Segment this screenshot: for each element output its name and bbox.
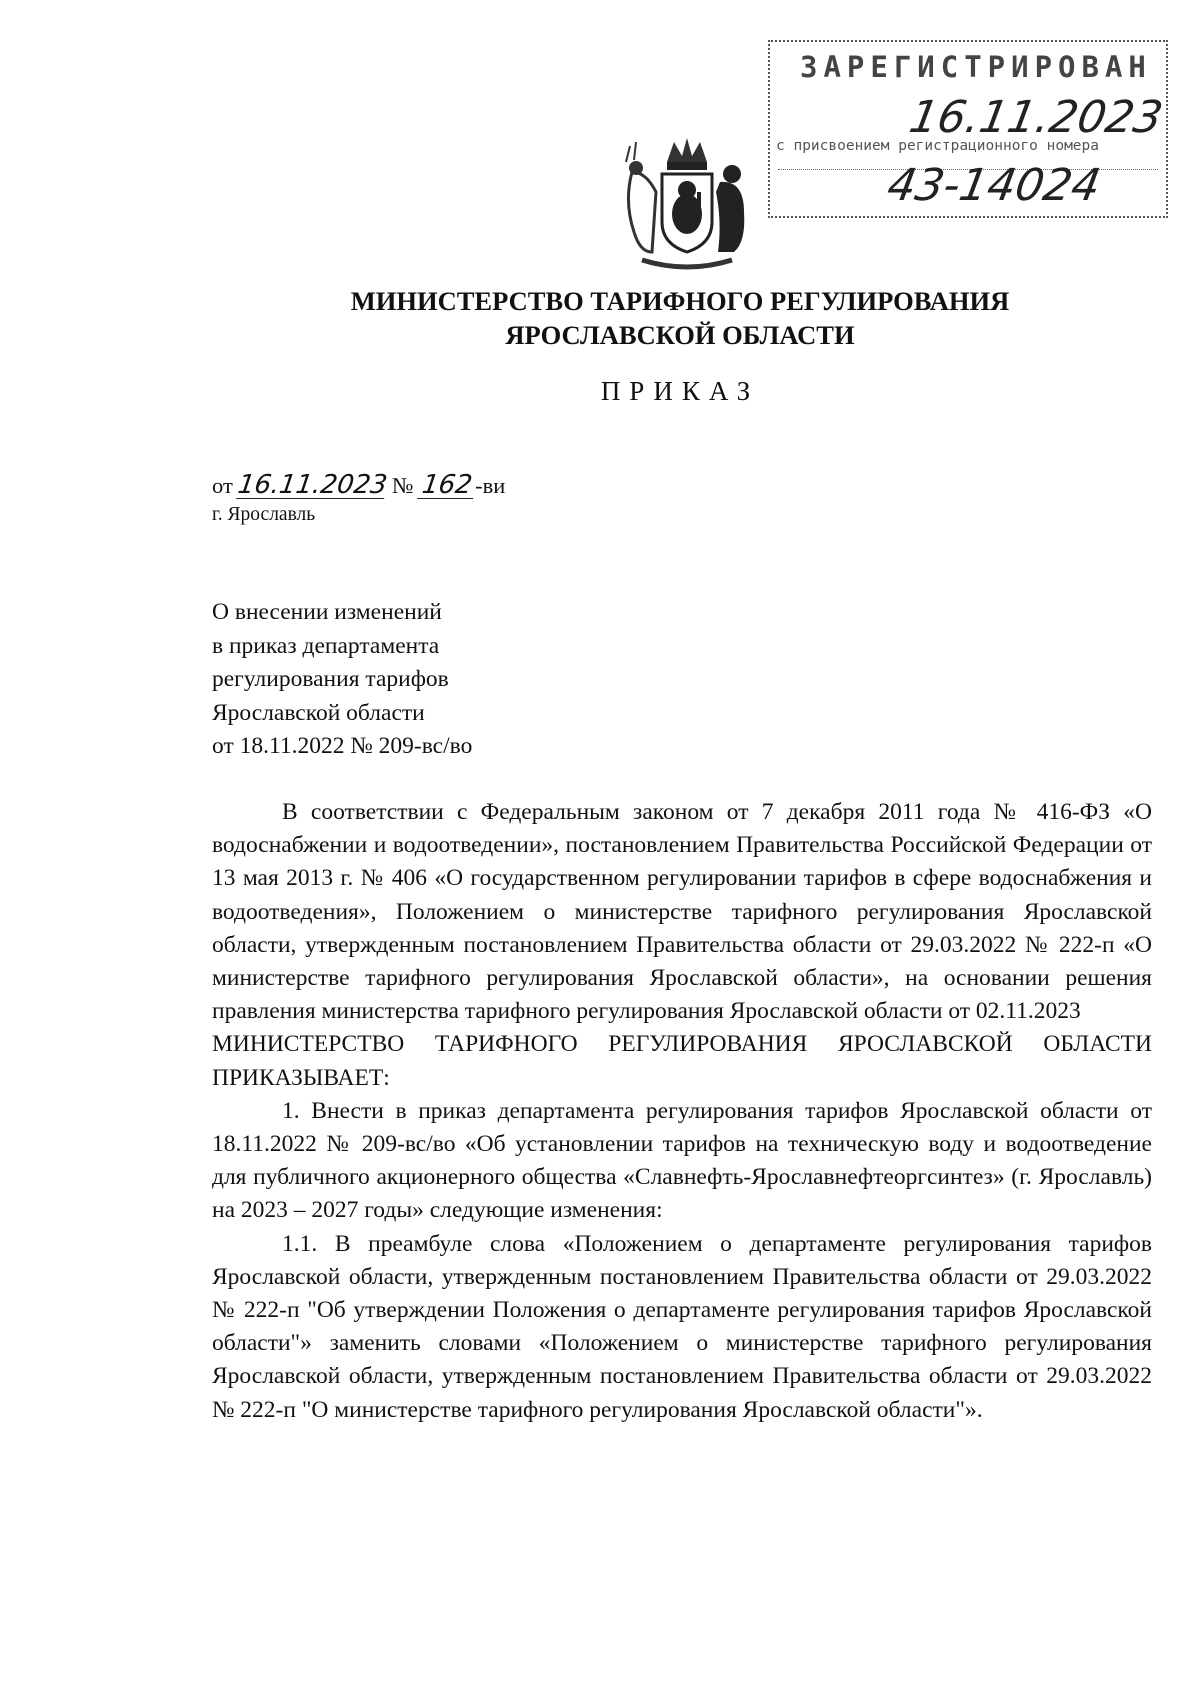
subject-line: О внесении изменений [212,599,442,625]
registration-stamp [768,40,1168,218]
document-type: ПРИКАЗ [600,376,760,406]
stamp-number: 43-14024 [883,160,1105,211]
subject-line: от 18.11.2022 № 209-вс/во [212,733,473,759]
item-1-paragraph: 1. Внести в приказ департамента регулирования тарифов Ярославской области от 18.11.2022 № 209-вс/во «Об установлении тарифов на техническую воду и водоотведение для публичного акционерного общества «Славнефть-Ярославнефтеоргсинтез» (г. Ярославль) на 2023 – 2027 годы» следующие изменения: [212,1097,1152,1224]
order-city: г. Ярославль [212,504,316,525]
orders-heading: МИНИСТЕРСТВО ТАРИФНОГО РЕГУЛИРОВАНИЯ ЯРОСЛАВСКОЙ ОБЛАСТИ ПРИКАЗЫВАЕТ: [212,1031,1152,1091]
order-subject [212,596,472,764]
item-1-1-paragraph: 1.1. В преамбуле слова «Положением о департаменте регулирования тарифов Ярославской области, утвержденным постановлением Правительства области от 29.03.2022 № 222-п "Об утверждении Положения о департаменте регулирования тарифов Ярославской области"» заменить словами «Положением о министерстве тарифного регулирования Ярославской области, утвержденным постановлением Правительства области от 29.03.2022 № 222-п "О министерстве тарифного регулирования Ярославской области"». [212,1230,1152,1423]
order-number: 162 [417,472,477,499]
ministry-header [260,284,1100,352]
order-from-label: от [212,473,233,498]
order-date: 16.11.2023 [236,470,390,500]
order-body [212,796,1152,1427]
subject-line: регулирования тарифов [212,666,449,692]
subject-line: в приказ департамента [212,632,440,659]
stamp-title: ЗАРЕГИСТРИРОВАН [800,50,1152,84]
order-number-sign: № [392,473,414,498]
coat-of-arms-icon [612,132,762,277]
ministry-name-line2: ЯРОСЛАВСКОЙ ОБЛАСТИ [505,320,855,350]
ministry-name-line1: МИНИСТЕРСТВО ТАРИФНОГО РЕГУЛИРОВАНИЯ [350,286,1010,316]
preamble-paragraph: В соответствии с Федеральным законом от 7 декабря 2011 года № 416-ФЗ «О водоснабжении и водоотведении», постановлением Правительства Российской Федерации от 13 мая 2013 г. № 406 «О государственном регулировании тарифов в сфере водоснабжения и водоотведения», Положением о министерстве тарифного регулирования Ярославской области, утвержденным постановлением Правительства области от 29.03.2022 № 222-п «О министерстве тарифного регулирования Ярославской области», на основании решения правления министерства тарифного регулирования Ярославской области от 02.11.2023 [212,799,1152,1025]
order-number-suffix: -ви [475,473,506,498]
stamp-subtitle: с присвоением регистрационного номера [776,138,1100,154]
order-date-line [212,472,505,499]
subject-line: Ярославской области [212,699,425,726]
stamp-date: 16.11.2023 [905,92,1167,143]
